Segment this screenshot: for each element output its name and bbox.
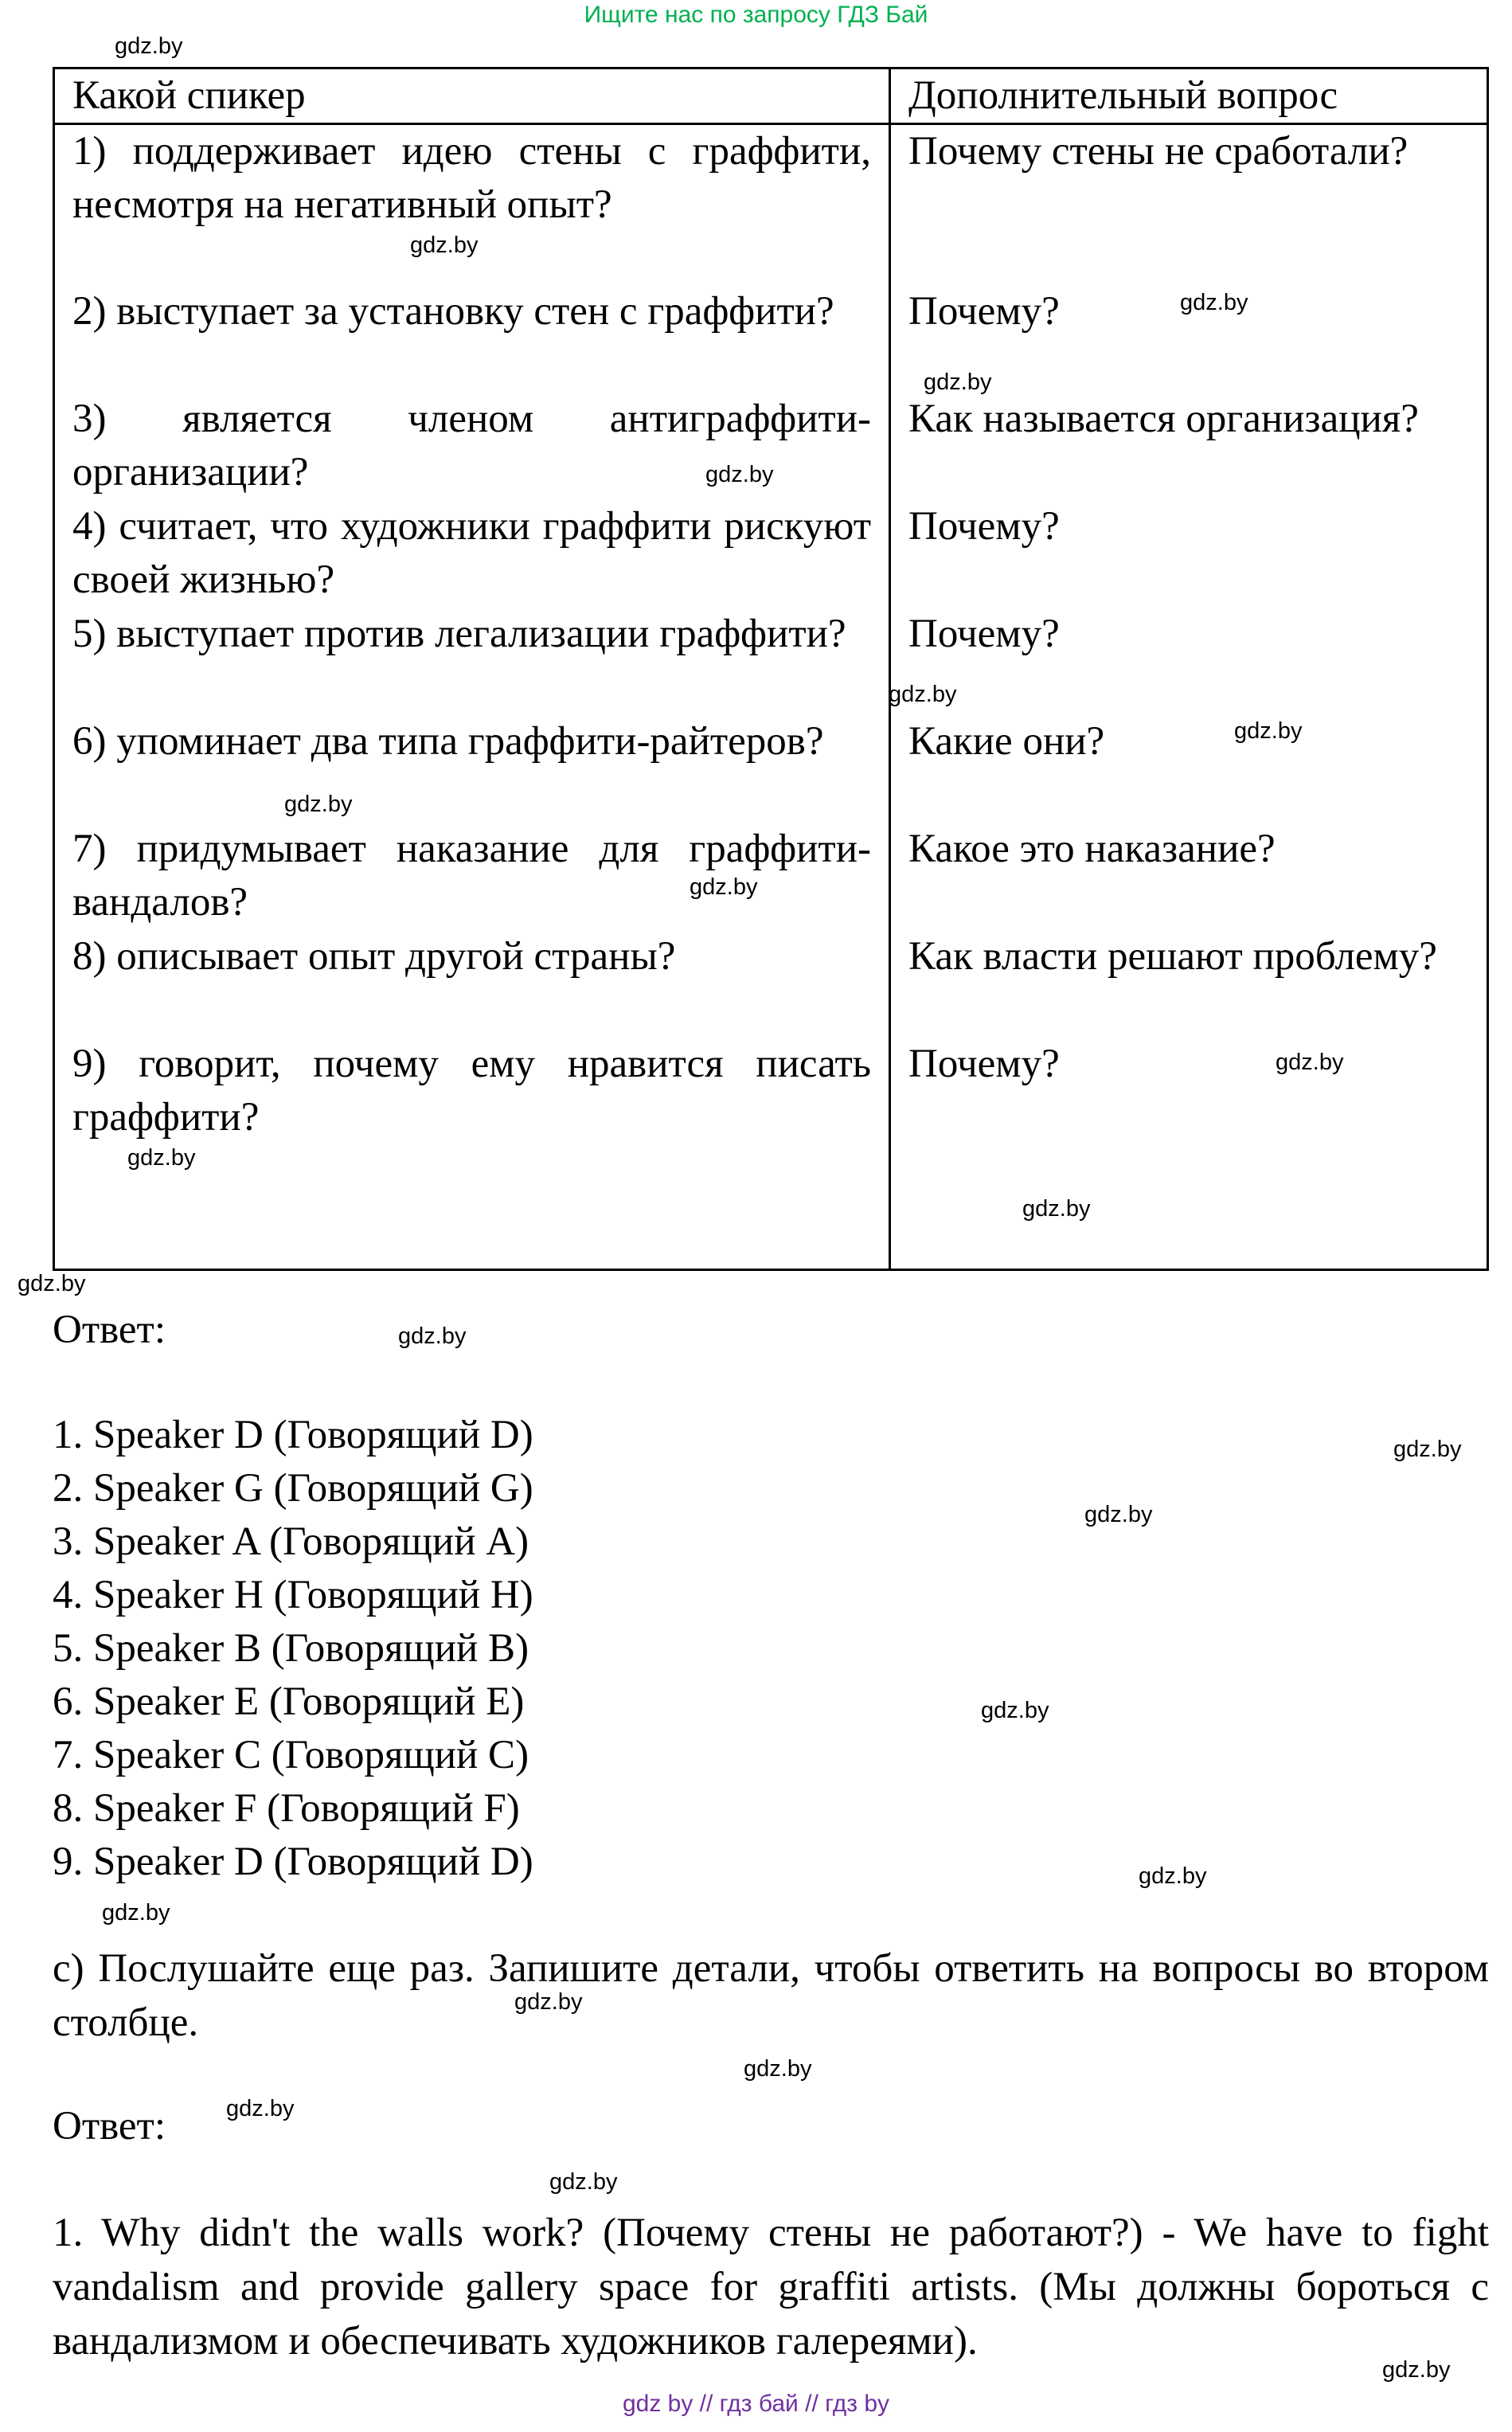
question-cell: 1) поддерживает идею стены с граффити, несмотря на негативный опыт?: [54, 124, 890, 285]
watermark-text: gdz.by: [744, 2056, 812, 2082]
answer-c-paragraph: 1. Why didn't the walls work? (Почему стены не работают?) - We have to fight vandalism and provide gallery space for graffiti artists. (Мы должны бороться с вандализмом и обеспечивать художников галереями).: [53, 2211, 1489, 2364]
watermark-text: gdz.by: [549, 2169, 618, 2195]
extra-question-cell: Как власти решают проблему?: [890, 930, 1488, 1038]
extra-question-cell: Почему?: [890, 500, 1488, 608]
task-c-instruction: c) Послушайте еще раз. Запишите детали, чтобы ответить на вопросы во втором столбце.: [53, 1946, 1489, 2045]
question-cell: 7) придумывает наказание для граффити-вандалов?: [54, 823, 890, 930]
answer-line: 6. Speaker E (Говорящий E): [53, 1679, 525, 1724]
extra-question-cell: Почему?: [890, 285, 1488, 393]
watermark-text: gdz.by: [1139, 1863, 1207, 1889]
watermark-text: gdz.by: [690, 874, 758, 900]
watermark-text: gdz.by: [1276, 1050, 1344, 1075]
table-row: [54, 500, 1488, 608]
watermark-text: gdz.by: [924, 369, 992, 395]
table-header-row: [54, 68, 1488, 124]
answer-line: 7. Speaker C (Говорящий C): [53, 1733, 529, 1777]
watermark-text: gdz.by: [705, 462, 774, 487]
answer-line: 2. Speaker G (Говорящий G): [53, 1466, 533, 1511]
column-header-speaker: Какой спикер: [54, 68, 890, 124]
extra-question-cell: Почему стены не сработали?: [890, 124, 1488, 285]
table-row: [54, 124, 1488, 285]
extra-question-cell: Как называется организация?: [890, 393, 1488, 500]
table-row: [54, 930, 1488, 1038]
speaker-question-table: [53, 67, 1489, 1271]
watermark-text: gdz.by: [127, 1145, 196, 1171]
watermark-text: gdz.by: [102, 1900, 170, 1926]
question-cell: 9) говорит, почему ему нравится писать граффити?: [54, 1038, 890, 1270]
column-header-extra-question: Дополнительный вопрос: [890, 68, 1488, 124]
answer-label: Ответ:: [53, 1308, 166, 1352]
watermark-text: gdz.by: [398, 1324, 467, 1349]
answer-line: 5. Speaker B (Говорящий B): [53, 1626, 529, 1671]
answer-line: 9. Speaker D (Говорящий D): [53, 1840, 533, 1884]
question-cell: 4) считает, что художники граффити рискуют своей жизнью?: [54, 500, 890, 608]
watermark-text: gdz.by: [1022, 1196, 1091, 1222]
watermark-text: gdz.by: [226, 2096, 295, 2121]
answer-line: 3. Speaker A (Говорящий A): [53, 1519, 529, 1564]
question-cell: 2) выступает за установку стен с граффити?: [54, 285, 890, 393]
answer-line: 4. Speaker H (Говорящий H): [53, 1573, 533, 1617]
search-hint-link[interactable]: Ищите нас по запросу ГДЗ Бай: [584, 2, 928, 28]
watermark-text: gdz.by: [514, 1989, 583, 2015]
watermark-text: gdz.by: [1382, 2357, 1451, 2383]
watermark-text: gdz.by: [889, 682, 957, 707]
answer-line: 8. Speaker F (Говорящий F): [53, 1786, 520, 1831]
watermark-text: gdz.by: [284, 792, 353, 817]
question-cell: 5) выступает против легализации граффити?: [54, 608, 890, 715]
answer-line: 1. Speaker D (Говорящий D): [53, 1413, 533, 1457]
watermark-text: gdz.by: [1393, 1437, 1462, 1462]
extra-question-cell: Почему?: [890, 608, 1488, 715]
watermark-text: gdz.by: [1180, 290, 1248, 315]
watermark-text: gdz.by: [410, 233, 479, 258]
watermark-text: gdz.by: [981, 1698, 1049, 1723]
question-cell: 8) описывает опыт другой страны?: [54, 930, 890, 1038]
question-cell: 6) упоминает два типа граффити-райтеров?: [54, 715, 890, 823]
table-row: [54, 823, 1488, 930]
watermark-text: gdz.by: [1234, 718, 1303, 744]
watermark-text: gdz.by: [1084, 1502, 1153, 1527]
table-row: [54, 608, 1488, 715]
question-cell: 3) является членом антиграффити-организации?: [54, 393, 890, 500]
extra-question-cell: Какое это наказание?: [890, 823, 1488, 930]
watermark-text: gdz.by: [115, 33, 183, 59]
footer-links[interactable]: gdz by // гдз бай // гдз by: [622, 2391, 890, 2417]
extra-question-cell: Почему?: [890, 1038, 1488, 1270]
watermark-text: gdz.by: [18, 1271, 86, 1296]
answer-label: Ответ:: [53, 2104, 166, 2149]
table-row: [54, 285, 1488, 393]
table-row: [54, 1038, 1488, 1270]
extra-question-cell: Какие они?: [890, 715, 1488, 823]
